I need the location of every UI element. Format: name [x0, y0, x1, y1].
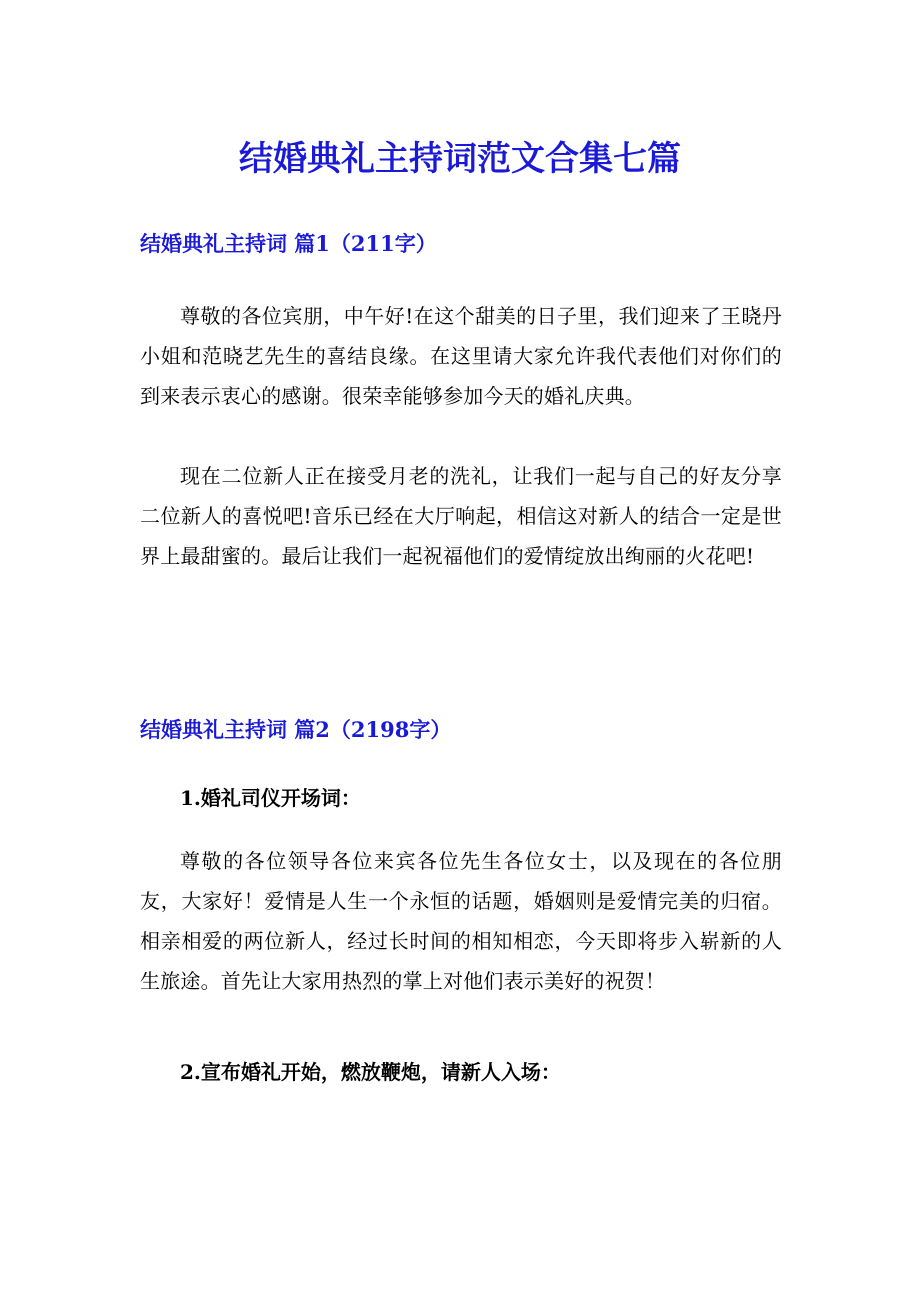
section-heading-1: 结婚典礼主持词 篇1（211字）: [140, 231, 437, 256]
section-2-subheading-2: 2.宣布婚礼开始，燃放鞭炮，请新人入场：: [180, 1060, 561, 1084]
section-2-subheading-1: 1.婚礼司仪开场词：: [180, 786, 361, 810]
section-1-paragraph-2: 现在二位新人正在接受月老的洗礼，让我们一起与自己的好友分享二位新人的喜悦吧!音乐已经在大厅响起，相信这对新人的结合一定是世界上最甜蜜的。最后让我们一起祝福他们的爱情绽放出绚丽的火花吧!: [140, 464, 782, 568]
document-title: 结婚典礼主持词范文合集七篇: [239, 139, 681, 179]
section-2-paragraph-1: 尊敬的各位领导各位来宾各位先生各位女士，以及现在的各位朋友，大家好！爱情是人生一个永恒的话题，婚姻则是爱情完美的归宿。相亲相爱的两位新人，经过长时间的相知相恋，今天即将步入崭新的人生旅途。首先让大家用热烈的掌上对他们表示美好的祝贺！: [140, 849, 782, 993]
section-heading-2: 结婚典礼主持词 篇2（2198字）: [140, 717, 452, 742]
section-1-paragraph-1: 尊敬的各位宾朋，中午好!在这个甜美的日子里，我们迎来了王晓丹小姐和范晓艺先生的喜结良缘。在这里请大家允许我代表他们对你们的到来表示衷心的感谢。很荣幸能够参加今天的婚礼庆典。: [140, 304, 782, 408]
